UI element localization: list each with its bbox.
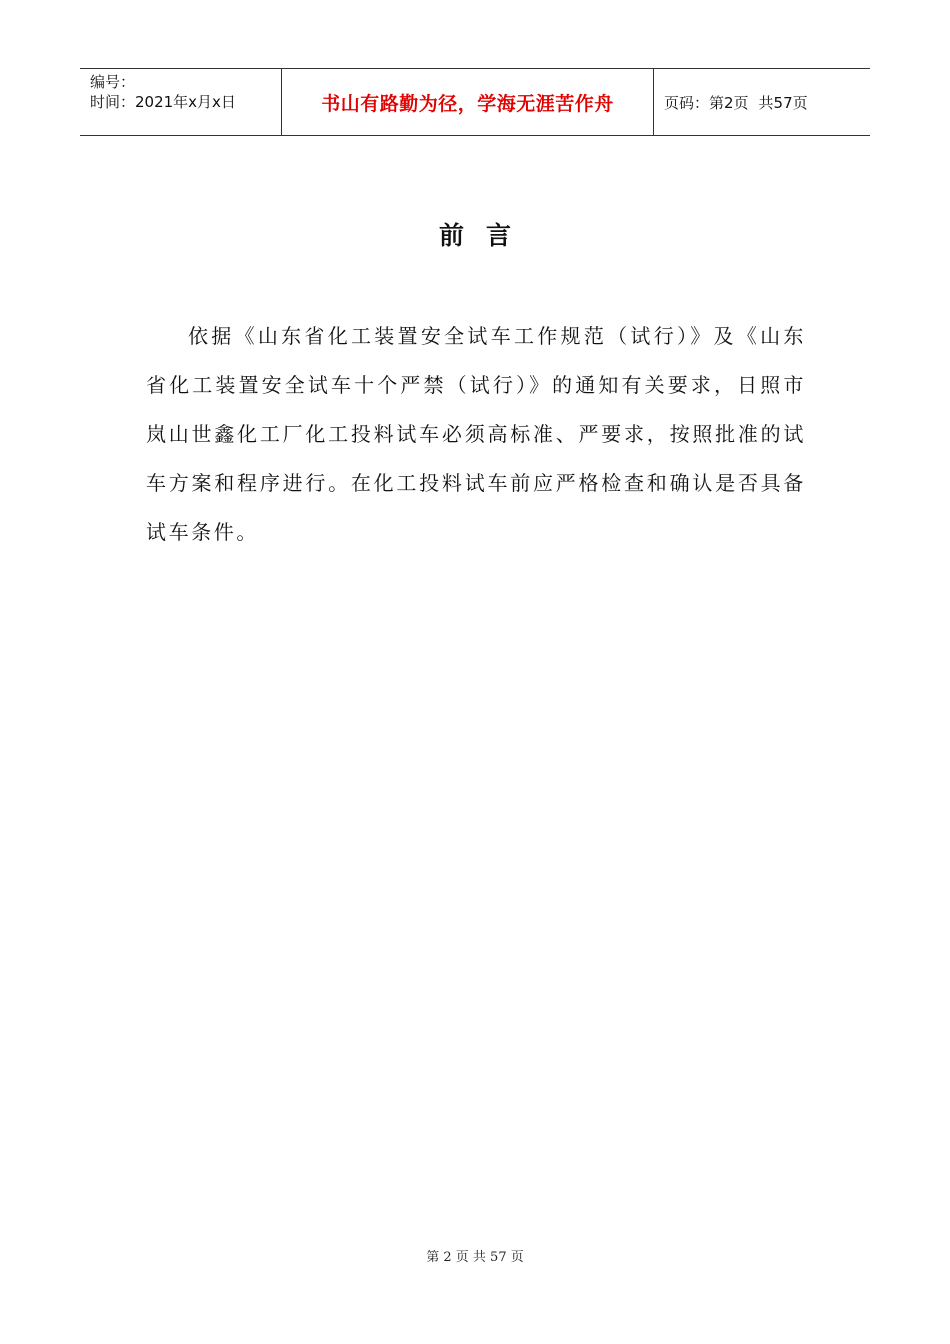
page-footer: 第 2 页 共 57 页 xyxy=(426,1250,524,1265)
page-title: 前言 xyxy=(438,221,533,250)
page-info-current: 页码：第2页 xyxy=(664,93,749,112)
code-label: 编号： xyxy=(90,73,136,91)
document-header xyxy=(80,68,870,136)
header-motto-cell xyxy=(282,69,654,135)
header-meta-cell xyxy=(80,69,282,135)
page-info-total: 共57页 xyxy=(758,93,808,112)
body-paragraph: 依据《山东省化工装置安全试车工作规范（试行）》及《山东省化工装置安全试车十个严禁（试行）》的通知有关要求，日照市岚山世鑫化工厂化工投料试车必须高标准、严要求，按照批准的试车方案和程序进行。在化工投料试车前应严格检查和确认是否具备试车条件。 xyxy=(146,324,806,544)
motto-text: 书山有路勤为径，学海无涯苦作舟 xyxy=(321,92,614,115)
header-page-cell xyxy=(654,69,870,135)
date-label: 时间：2021年x月x日 xyxy=(90,93,236,111)
